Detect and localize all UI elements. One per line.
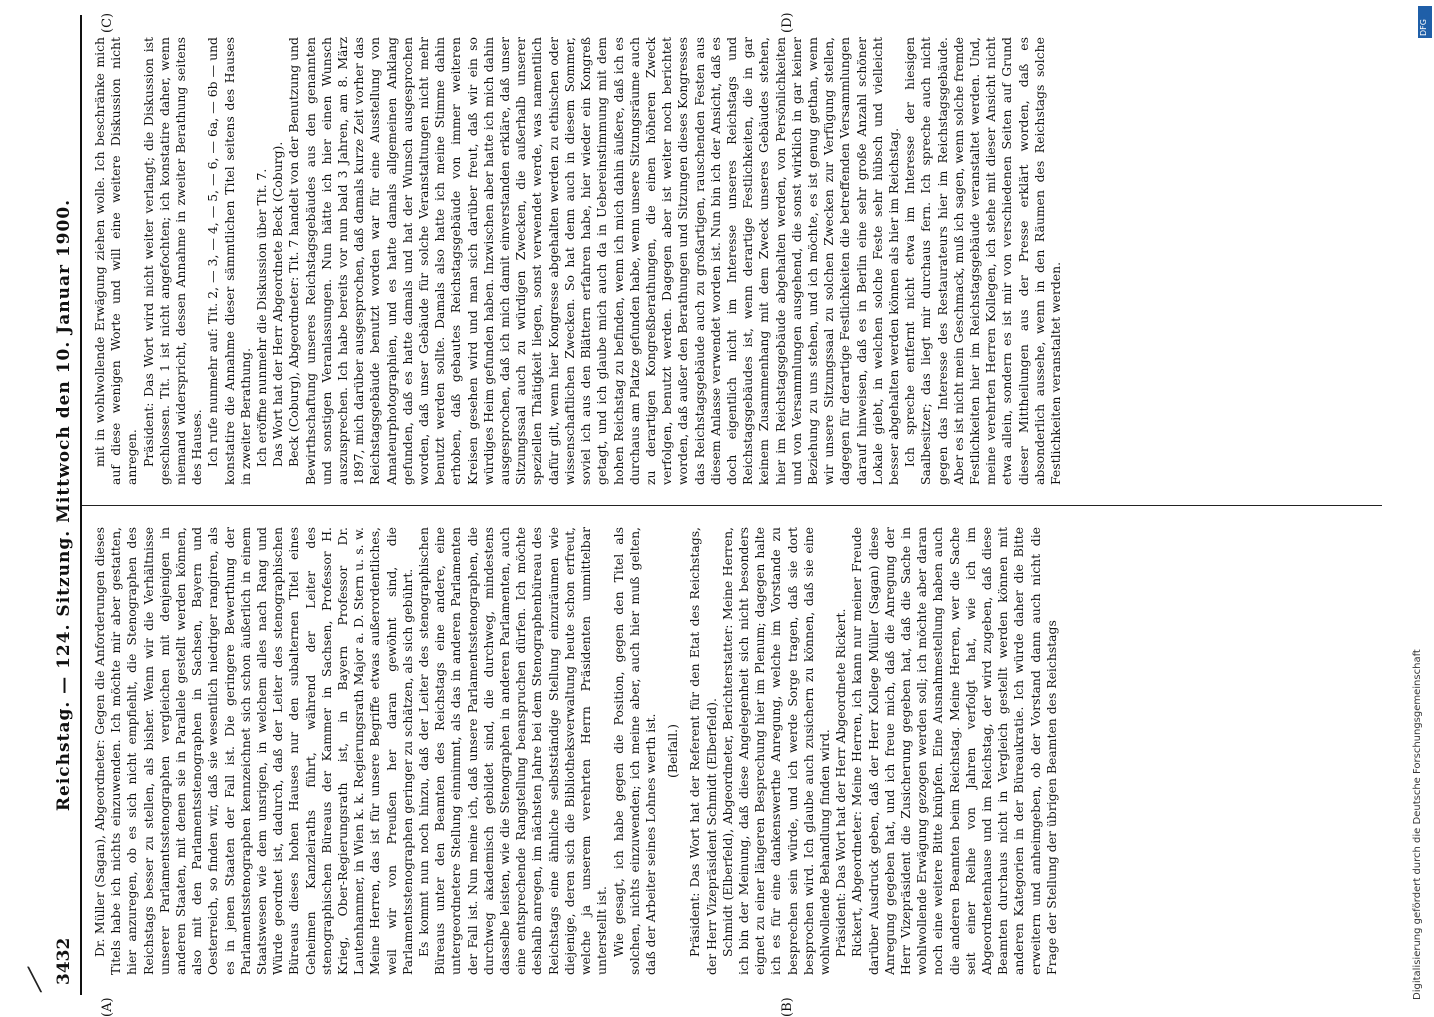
paragraph: Ich rufe nunmehr auf: Tit. 2, — 3, — 4, — 5, — 6, — 6a, — 6b — und konstatire die Annahme dieser sämmtlichen Titel seitens des Hauses in zweiter Berathung. (205, 37, 253, 485)
margin-marker-d: (D) (780, 12, 795, 33)
left-column (92, 527, 1392, 975)
right-column (92, 37, 1392, 485)
paragraph: Beck (Coburg), Abgeordneter: Tit. 7 handelt von der Benutzung und Bewirthschaftung unseres Reichstagsgebäudes aus den genannten und sonstigen Veranlassungen. Nun hätte ich hier einen Wunsch auszusprechen. Ich habe bereits vor nun bald 3 Jahren, am 8. März 1897, mich darüber ausgesprochen, daß damals kurze Zeit vorher das Reichstagsgebäude benutzt worden war für eine Ausstellung von Amateurphotographien, und es hatte damals allgemeinen Anklang gefunden, daß es hatte damals und hat der Wunsch ausgesprochen worden, daß unser Gebäude für solche Veranstaltungen nicht mehr benutzt werden sollte. Damals also hatte ich meine Stimme dahin erhoben, daß gebautes Reichstagsgebäude von immer weiteren Kreisen gesehen wird und man sich darüber freut, daß wir ein so würdiges Heim gefunden haben. Inzwischen aber hatte ich mich dahin ausgesprochen, daß ich mich damit einverstanden erkläre, daß unser Sitzungssaal auch zu würdigen Zwecken, die außerhalb unserer speziellen Thätigkeit liegen, sonst verwendet werde, was namentlich dafür gilt, wenn hier Kongresse abgehalten werden zu ethischen oder wissenschaftlichen Zwecken. So hat denn auch in diesem Sommer, soviel ich aus den Blättern erfahren habe, hier wieder ein Kongreß getagt, und ich glaube mich auch da in Uebereinstimmung mit dem hohen Reichstag zu befinden, wenn ich mich dahin äußere, daß ich es durchaus am Platze gefunden habe, wenn unsere Sitzungsräume auch zu derartigen Kongreßberathungen, die einen höheren Zweck verfolgen, benutzt werden. Dagegen aber ist weiter noch berichtet worden, daß außer den Berathungen und Sitzungen dieses Kongresses das Reichstagsgebäude auch zu großartigen, rauschenden Festen aus diesem Anlasse verwendet worden ist. Nun bin ich der Ansicht, daß es doch eigentlich nicht im Interesse unseres Reichstags und Reichstagsgebäudes ist, wenn derartige Festlichkeiten, die in gar keinem Zusammenhang mit dem Zweck unseres Gebäudes stehen, hier im Reichstagsgebäude abgehalten werden, von Persönlichkeiten und von Versammlungen ausgehend, die sonst wirklich in gar keiner Beziehung zu uns stehen, und ich möchte, es ist genug gethan, wenn wir unsere Sitzungssaal zu solchen Zwecken zur Verfügung stellen, dagegen für derartige Festlichkeiten die betreffenden Versammlungen darauf hinweisen, daß es in Berlin eine sehr große Anzahl schöner Lokale giebt, in welchen solche Feste sehr hübsch und vielleicht besser abgehalten werden können als hier im Reichstag. (286, 37, 901, 485)
applause-note: (Beifall.) (665, 724, 681, 778)
margin-marker-c: (C) (100, 12, 115, 33)
paragraph: Ich eröffne nunmehr die Diskussion über Tit. 7. (254, 168, 270, 467)
paragraph: Das Wort hat der Herr Abgeordnete Beck (Coburg). (270, 141, 286, 467)
paragraph: Präsident: Das Wort wird nicht weiter verlangt; die Diskussion ist geschlossen. Tit. 1 ist nicht angefochten; ich konstatire daher, wenn niemand widerspricht, dessen Annahme in zweiter Berathung seitens des Hauses. (140, 37, 205, 485)
paragraph: Wie gesagt, ich habe gegen die Position, gegen den Titel als solchen, nichts einzuwenden; ich meine aber, auch hier muß gelten, daß der Arbeiter seines Lohnes werth ist. (610, 527, 658, 975)
margin-marker-b: (B) (780, 997, 795, 1017)
running-title: Reichstag. — 124. Sitzung. Mittwoch den 10. Januar 1900. (54, 198, 74, 812)
paragraph: Schmidt (Elberfeld), Abgeordneter, Berichterstatter: Meine Herren, ich bin der Meinung, daß diese Angelegenheit sich nicht besonders eignet zu einer längeren Besprechung hier im Plenum; dagegen halte ich es für eine dankenswerthe Anregung, welche im Vorstande zu besprechen sein würde, und ich werde Sorge tragen, daß sie dort besprochen wird. Ich glaube auch zusichern zu können, daß sie eine wohlwollende Behandlung finden wird. (719, 527, 832, 975)
paragraph: Rickert, Abgeordneter: Meine Herren, ich kann nur meiner Freude darüber Ausdruck geben, daß der Herr Kollege Müller (Sagan) diese Anregung gegeben hat, und ich freue mich, daß die Anregung der Herr Vizepräsident die Zusicherung gegeben hat, daß die Sache in wohlwollende Erwägung gezogen werden soll; ich möchte aber daran noch eine weitere Bitte knüpfen. Eine Ausnahmestellung haben auch die anderen Beamten beim Reichstag. Meine Herren, wer die Sache seit einer Reihe von Jahren verfolgt hat, wie ich im Abgeordnetenhause und im Reichstag, der wird zugeben, daß diese Beamten durchaus nicht in Vergleich gestellt werden können mit anderen Kategorien in der Büreaukratie. Ich würde daher die Bitte erweitern und anheimgeben, ob der Vorstand dann auch nicht die Frage der Stellung der übrigen Beamten des Reichstags (849, 527, 1059, 975)
page-number: 3432 (54, 937, 74, 985)
paragraph: mit in wohlwollende Erwägung ziehen wolle. Ich beschränke mich auf diese wenigen Worte und will eine weitere Diskussion nicht anregen. (92, 37, 140, 485)
paragraph: Dr. Müller (Sagan), Abgeordneter: Gegen die Anforderungen dieses Titels habe ich nichts einzuwenden. Ich möchte mir aber gestatten, hier anzuregen, ob es sich nicht empfiehlt, die Stenographen des Reichstags besser zu stellen, als bisher. Wenn wir die Verhältnisse unserer Parlamentsstenographen vergleichen mit denjenigen in anderen Staaten, mit denen sie in Parallele gestellt werden können, also mit den Parlamentsstenographen in Sachsen, Bayern und Oesterreich, so finden wir, daß sie wesentlich niedriger rangiren, als es in jenen Staaten der Fall ist. Die geringere Bewerthung der Parlamentsstenographen kennzeichnet sich schon äußerlich in einem Staatswesen wie dem unsrigen, in welchem alles nach Rang und Würde geordnet ist, dadurch, daß der Leiter des stenographischen Büreaus dieses hohen Hauses nur den subalternen Titel eines Geheimen Kanzleiraths führt, während der Leiter des stenographischen Büreaus der Kammer in Sachsen, Professor H. Krieg, Ober-Regierungsrath ist, in Bayern Professor Dr. Lautenhammer, in Wien k. k. Regierungsrath Major a. D. Stern u. s. w. Meine Herren, das ist für unsere Begriffe etwas außerordentliches, weil wir von Preußen her daran gewöhnt sind, die Parlamentsstenographen geringer zu schätzen, als sich gebührt. (92, 527, 415, 975)
digitization-credit (1412, 0, 1430, 1000)
credit-text: Digitalisierung gefördert durch die Deutsche Forschungsgemeinschaft (1412, 649, 1423, 1000)
rotated-document-page (40, 12, 1400, 1017)
page-header (40, 15, 82, 995)
scan-mark-icon: ╲ (28, 968, 42, 993)
paragraph: Es kommt nun noch hinzu, daß der Leiter des stenographischen Büreaus unter den Beamten des Reichstags eine andere, eine untergeordnetere Stellung einnimmt, als das in anderen Parlamenten der Fall ist. Nun meine ich, daß unsere Parlamentsstenographen, die durchweg akademisch gebildet sind, die durchweg, mindestens dasselbe leisten, wie die Stenographen in anderen Parlamenten, auch eine entsprechende Rangstellung beanspruchen dürfen. Ich möchte deshalb anregen, im nächsten Jahre bei dem Stenographenbüreau des Reichstags eine ähnliche selbstständige Stellung einzuräumen wie diejenige, deren sich die Bibliotheksverwaltung heute schon erfreut, welche ja unserem verehrten Herrn Präsidenten unmittelbar unterstellt ist. (416, 527, 610, 975)
paragraph: Ich spreche entfernt nicht etwa im Interesse der hiesigen Saalbesitzer; das liegt mir durchaus fern. Ich spreche auch nicht gegen das Interesse des Restaurateurs hier im Reichstagsgebäude. Aber es ist nicht mein Geschmack, muß ich sagen, wenn solche fremde Festlichkeiten hier im Reichstagsgebäude veranstaltet werden. Und, meine verehrten Herren Kollegen, ich stehe mit dieser Ansicht nicht etwa allein, sondern es ist mir von verschiedenen Seiten auf Grund dieser Mittheilungen aus der Presse erklärt worden, daß es absonderlich aussehe, wenn in den Räumen des Reichstags solche Festlichkeiten veranstaltet werden. (902, 37, 1063, 485)
margin-marker-a: (A) (100, 997, 115, 1017)
dfg-logo (1418, 6, 1432, 38)
paragraph: Präsident: Das Wort hat der Herr Abgeordnete Rickert. (833, 608, 849, 957)
dfg-logo-text: DFG (1419, 19, 1428, 36)
paragraph: Präsident: Das Wort hat der Referent für den Etat des Reichstags, der Herr Vizepräsident Schmidt (Elberfeld). (687, 527, 719, 975)
column-divider (82, 505, 1382, 506)
